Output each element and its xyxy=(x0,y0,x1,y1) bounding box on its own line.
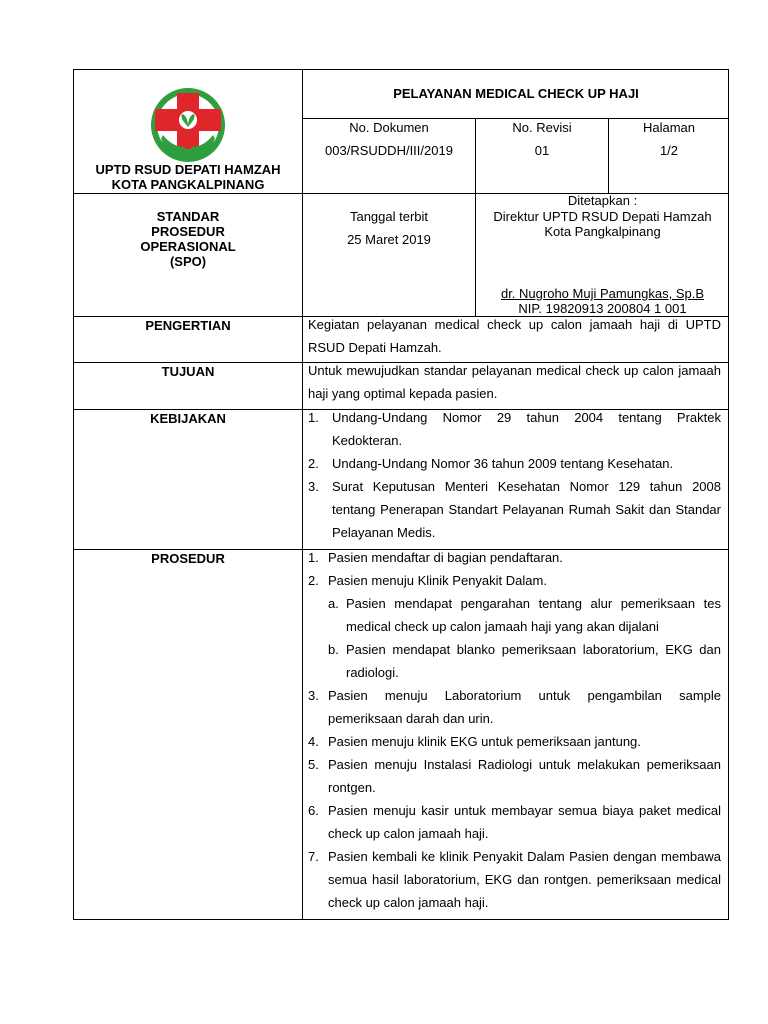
list-item-number: 2. xyxy=(308,456,319,471)
list-item-text: Undang-Undang Nomor 29 tahun 2004 tentang Praktek Kedokteran. xyxy=(332,410,721,448)
list-item-text: Undang-Undang Nomor 36 tahun 2009 tentang Kesehatan. xyxy=(332,456,674,471)
list-item-number: 5. xyxy=(308,757,319,772)
kebijakan-list xyxy=(308,406,721,544)
document-title: PELAYANAN MEDICAL CHECK UP HAJI xyxy=(393,86,639,101)
list-item xyxy=(308,546,721,569)
list-sub-item xyxy=(308,638,721,684)
list-item-number: 6. xyxy=(308,803,319,818)
hospital-name: UPTD RSUD DEPATI HAMZAH xyxy=(95,162,281,177)
list-item xyxy=(308,799,721,845)
list-item xyxy=(308,730,721,753)
spo-title-line: STANDAR xyxy=(156,209,220,224)
list-item xyxy=(308,569,721,592)
hospital-city: KOTA PANGKALPINANG xyxy=(111,177,265,192)
prosedur-list xyxy=(308,546,721,914)
list-item-number: 3. xyxy=(308,688,319,703)
list-item-letter: a. xyxy=(328,596,339,611)
list-item xyxy=(308,753,721,799)
list-item-text: Pasien menuju Klinik Penyakit Dalam. xyxy=(328,573,547,588)
page-value: 1/2 xyxy=(659,143,679,158)
pengertian-text: Kegiatan pelayanan medical check up calon jamaah haji di UPTD RSUD Depati Hamzah. xyxy=(308,317,721,355)
column-divider xyxy=(302,69,303,920)
director-title: Direktur UPTD RSUD Depati Hamzah xyxy=(493,209,712,224)
doc-number-label: No. Dokumen xyxy=(349,120,429,135)
set-by-label: Ditetapkan : xyxy=(567,193,638,208)
list-item xyxy=(308,845,721,914)
row-divider xyxy=(302,118,729,119)
list-item-text: Pasien kembali ke klinik Penyakit Dalam Pasien dengan membawa semua hasil laboratorium, EKG dan rontgen. pemeriksaan medical check up calon jamaah haji. xyxy=(328,849,721,910)
list-item xyxy=(308,452,721,475)
spo-title-line: (SPO) xyxy=(169,254,207,269)
kebijakan-label: KEBIJAKAN xyxy=(150,411,226,426)
list-item-number: 1. xyxy=(308,550,319,565)
list-item-text: Pasien mendaftar di bagian pendaftaran. xyxy=(328,550,563,565)
list-item-text: Pasien mendapat blanko pemeriksaan laboratorium, EKG dan radiologi. xyxy=(346,642,721,680)
list-item-letter: b. xyxy=(328,642,339,657)
list-item-text: Pasien menuju klinik EKG untuk pemeriksaan jantung. xyxy=(328,734,641,749)
prosedur-label: PROSEDUR xyxy=(151,551,225,566)
hospital-logo-icon xyxy=(147,87,229,165)
tujuan-label: TUJUAN xyxy=(161,364,215,379)
list-item xyxy=(308,684,721,730)
list-item-number: 7. xyxy=(308,849,319,864)
list-item-number: 1. xyxy=(308,410,319,425)
list-item-text: Pasien menuju kasir untuk membayar semua biaya paket medical check up calon jamaah haji. xyxy=(328,803,721,841)
signatory-nip: NIP. 19820913 200804 1 001 xyxy=(518,301,687,316)
revision-value: 01 xyxy=(534,143,550,158)
spo-title-line: OPERASIONAL xyxy=(140,239,236,254)
pengertian-label: PENGERTIAN xyxy=(145,318,231,333)
tujuan-text: Untuk mewujudkan standar pelayanan medical check up calon jamaah haji yang optimal kepada pasien. xyxy=(308,363,721,401)
doc-number-value: 003/RSUDDH/III/2019 xyxy=(325,143,453,158)
list-item-number: 2. xyxy=(308,573,319,588)
list-item-text: Pasien mendapat pengarahan tentang alur pemeriksaan tes medical check up calon jamaah haji yang akan dijalani xyxy=(346,596,721,634)
revision-label: No. Revisi xyxy=(512,120,572,135)
spo-title-line: PROSEDUR xyxy=(151,224,225,239)
issue-date-value: 25 Maret 2019 xyxy=(347,232,431,247)
list-item-text: Pasien menuju Laboratorium untuk pengambilan sample pemeriksaan darah dan urin. xyxy=(328,688,721,726)
list-sub-item xyxy=(308,592,721,638)
list-item-number: 3. xyxy=(308,479,319,494)
issue-date-label: Tanggal terbit xyxy=(349,209,429,224)
director-city: Kota Pangkalpinang xyxy=(544,224,661,239)
list-item xyxy=(308,406,721,452)
list-item-text: Pasien menuju Instalasi Radiologi untuk melakukan pemeriksaan rontgen. xyxy=(328,757,721,795)
list-item xyxy=(308,475,721,544)
list-item-number: 4. xyxy=(308,734,319,749)
signatory-name: dr. Nugroho Muji Pamungkas, Sp.B xyxy=(500,286,705,301)
page-label: Halaman xyxy=(642,120,696,135)
list-item-text: Surat Keputusan Menteri Kesehatan Nomor 129 tahun 2008 tentang Penerapan Standart Pelayanan Rumah Sakit dan Standar Pelayanan Medis. xyxy=(332,479,721,540)
